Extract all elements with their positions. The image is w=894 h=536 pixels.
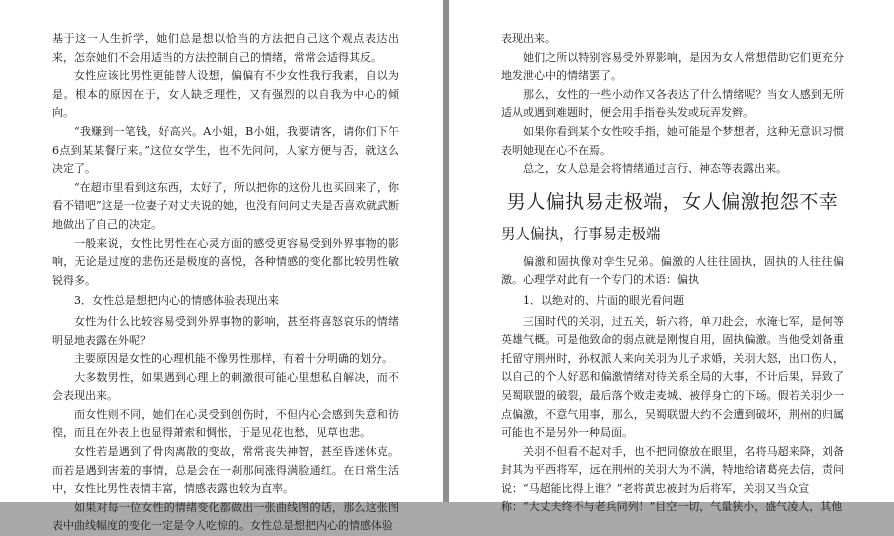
right-paragraphs — [501, 49, 844, 179]
paragraph: 女性应该比男性更能替人设想，偏偏有不少女性我行我素，自以为是。根本的原因在于，女人缺乏理性，又有强烈的以自我为中心的倾向。 — [52, 69, 399, 120]
paragraph: 三国时代的关羽，过五关，斩六将，单刀赴会，水淹七军，是何等英雄气概。可是他致命的弱点就是刚愎自用，固执偏激。当他受刘备重托留守荆州时，孙权派人来向关羽为儿子求婚，关羽大怒，出口伤人，以自己的个人好恶和偏激情绪对待关系全局的大事，不计后果，异致了吴蜀联盟的破裂，最后落个败走麦城、被俘身亡的下场。假若关羽少一点偏激，不意气用事，那么，吴蜀联盟大约不会遭到破坏，荆州的归属可能也不是另外一种局面。 — [501, 314, 844, 440]
paragraph: 一般来说，女性比男性在心灵方面的感受更容易受到外界事物的影响，无论是过度的悲伤还是极度的喜悦，各种情感的变化都比较男性敏锐得多。 — [52, 236, 399, 287]
subheading: 3．女性总是想把内心的情感体验表现出来 — [74, 294, 279, 308]
left-paragraphs — [52, 30, 399, 290]
paragraph: 如果对每一位女性的情绪变化都做出一张曲线图的话，那么这张图表中曲线幅度的变化一定是令人吃惊的。女性总是想把内心的情感体验 — [52, 500, 399, 533]
lead-text: 表现出来。 — [501, 32, 556, 45]
paragraph: 主要原因是女性的心理机能不像男性那样，有着十分明确的划分。 — [74, 352, 393, 366]
paragraph: 总之，女人总是会将情绪通过言行、神态等表露出来。 — [523, 162, 787, 176]
paragraph: 大多数男性，如果遇到心理上的刺激很可能心里想私自解决，而不会表现出来。 — [52, 370, 399, 403]
paragraph: “我赚到一笔钱，好高兴。A小姐，B小姐，我要请客，请你们下午6点到某某餐厅来。”这位女学生，也不先问问，人家方便与否，就这么决定了。 — [52, 124, 399, 176]
paragraph: 关羽不但看不起对手，也不把同僚放在眼里，名将马超来降，刘备封其为平西将军，远在荆州的关羽大为不满，特地给诸葛亮去信，责问说：“马超能比得上谁？”老将黄忠被封为后将军，关羽又当众宣 — [501, 444, 844, 495]
subheading: 1．以绝对的、片面的眼光看问题 — [523, 293, 684, 307]
paragraph: 而女性则不同，她们在心灵受到创伤时，不但内心会感到失意和彷徨，而且在外表上也显得萧索和惆怅，于是见花也愁，见草也悲。 — [52, 407, 399, 440]
paragraph: 她们之所以特别容易受外界影响，是因为女人常想借助它们更充分地发泄心中的情绪罢了。 — [501, 50, 844, 83]
paragraph: 那么，女性的一些小动作又各表达了什么情绪呢？当女人感到无所适从或遇到难题时，便会用手指卷头发或玩弄发辫。 — [501, 87, 844, 120]
paragraph: 偏激和固执像对孪生兄弟。偏激的人往往固执，固执的人往往偏激。心理学对此有一个专门的术语：偏执 — [501, 254, 844, 287]
left-paragraphs-2 — [52, 313, 399, 536]
right-page — [449, 0, 894, 514]
chapter-title: 男人偏执易走极端，女人偏激抱怨不幸 — [506, 190, 839, 213]
paragraph: 女性若是遇到了骨肉离散的变故，常常丧失神智，甚至昏迷休克。而若是遇到害羞的事情，总是会在一刹那间涨得满脸通红。在日常生活中，女性比男性表情丰富，情感表露也较为直率。 — [52, 445, 399, 496]
right-paragraphs-3 — [501, 313, 844, 518]
paragraph: 基于这一人生折学，她们总是想以恰当的方法把自己这个观点表达出来，怎奈她们不会用适当的方法控制自己的情绪，常常会适得其反。 — [52, 32, 399, 64]
left-page — [0, 0, 443, 533]
paragraph: 女性为什么比较容易受到外界事物的影响，甚至将喜怒哀乐的情绪明显地表露在外呢？ — [52, 314, 399, 347]
paragraph: 称：“大丈夫终不与老兵同列！”目空一切，气量狭小，盛气凌人，其他 — [501, 500, 843, 514]
section-title: 男人偏执，行事易走极端 — [501, 226, 661, 243]
paragraph: “在超市里看到这东西，太好了，所以把你的这份儿也买回来了，你看不错吧”这是一位妻子对丈夫说的她，也没有问问丈夫是否喜欢就武断地做出了自己的决定。 — [52, 180, 399, 231]
paragraph: 如果你看到某个女性咬手指，她可能是个梦想者，这种无意识习惯表明她现在心不在焉。 — [501, 124, 844, 157]
